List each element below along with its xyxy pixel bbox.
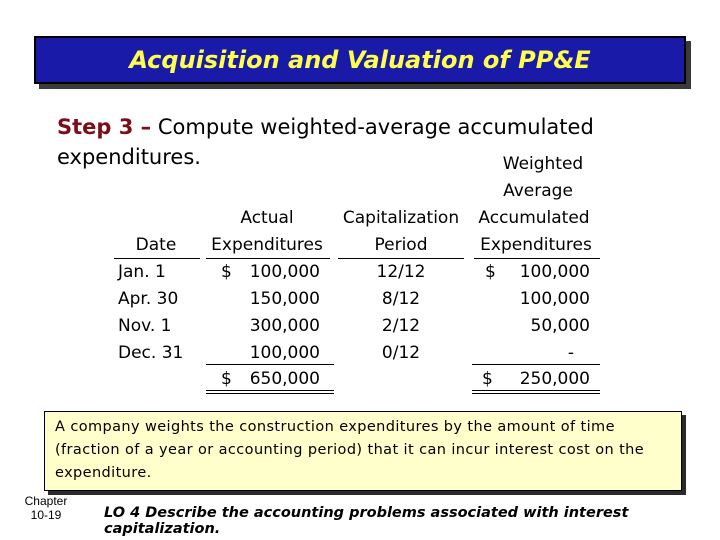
explanation-note [44,411,682,491]
header-period: Period [374,235,428,255]
row-4-period: 0/12 [381,343,421,363]
actual-double-underline-1 [206,390,334,391]
total-weighted-dollar: $ [482,369,493,389]
row-4-actual: 100,000 [249,343,320,363]
actual-total-underline [206,364,334,365]
row-2-date: Apr. 30 [118,289,179,309]
header-average: Average [503,181,573,201]
total-actual: 650,000 [249,369,320,389]
chapter-number: 10-19 [30,508,62,522]
row-2-weighted: 100,000 [519,289,590,309]
learning-objective: LO 4 Describe the accounting problems associated with interest capitalization. [104,505,629,537]
chapter-marker [14,494,78,522]
row-3-date: Nov. 1 [118,316,172,336]
weighted-double-underline-2 [472,393,600,394]
title-banner [34,36,686,84]
header-expenditures: Expenditures [211,235,323,255]
row-3-weighted: 50,000 [530,316,590,336]
weighted-total-underline [472,364,600,365]
row-1-actual: 100,000 [249,262,320,282]
row-3-period: 2/12 [381,316,421,336]
step-label: Step 3 – [57,115,152,139]
row-1-dollar: $ [221,262,232,282]
total-actual-dollar: $ [221,369,232,389]
row-1-period: 12/12 [376,262,426,282]
header-actual: Actual [240,208,294,228]
total-weighted: 250,000 [519,369,590,389]
row-3-actual: 300,000 [249,316,320,336]
row-4-weighted: - [567,343,574,363]
slide-title: Acquisition and Valuation of PP&E [129,46,591,74]
header-weighted: Weighted [502,154,584,174]
header-date: Date [135,235,177,255]
row-2-actual: 150,000 [249,289,320,309]
row-4-date: Dec. 31 [118,343,184,363]
row-1-weighted: 100,000 [519,262,590,282]
note-text: A company weights the construction expenditures by the amount of time (fraction of a year or accounting period) that it can incur interest cost on the expenditure. [55,419,645,481]
row-1-date: Jan. 1 [118,262,166,282]
step-description: Compute weighted-average accumulated expenditures. [57,115,594,169]
row-1-wa-dollar: $ [485,262,496,282]
row-2-period: 8/12 [381,289,421,309]
header-accumulated: Accumulated [478,208,590,228]
actual-double-underline-2 [206,393,334,394]
chapter-label: Chapter [24,494,68,508]
weighted-double-underline-1 [472,390,600,391]
header-wa-expenditures: Expenditures [480,235,592,255]
header-capitalization: Capitalization [342,208,460,228]
